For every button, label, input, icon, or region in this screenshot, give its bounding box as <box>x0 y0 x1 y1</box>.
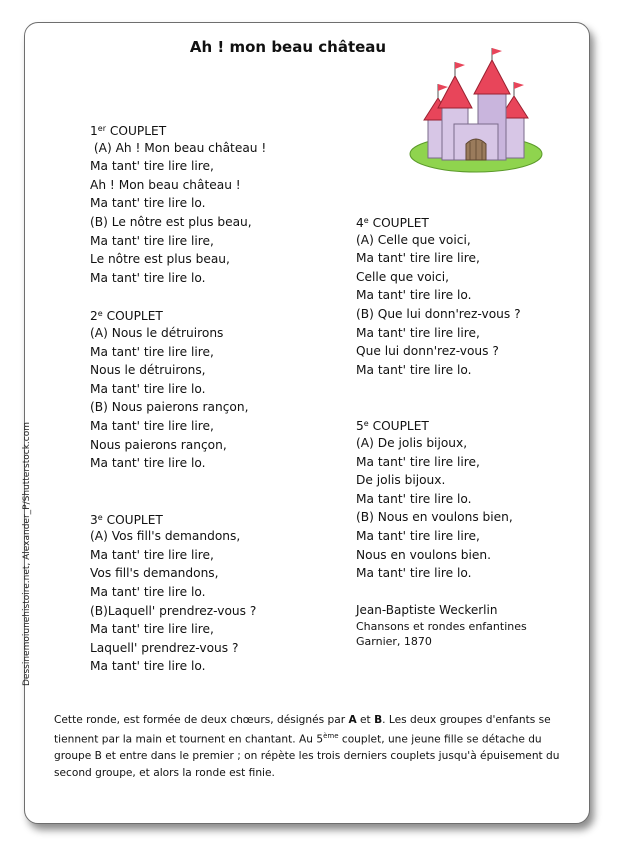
verse-line: Ma tant' tire lire lire, <box>90 622 214 637</box>
verse-line: (A) Nous le détruirons <box>90 325 224 340</box>
footnote-text: . Les deux groupes d'enfants se tiennent par la main et tournent en chantant. Au 5 <box>54 714 551 746</box>
verse-line: Ma tant' tire lire lo. <box>90 456 206 471</box>
footnote-choir-a: A <box>348 714 357 726</box>
credit-book: Chansons et rondes enfantines <box>356 619 527 633</box>
verse-line: Ma tant' tire lire lo. <box>90 659 206 674</box>
verse-line: (A) De jolis bijoux, <box>356 435 468 450</box>
verse-line: Ah ! Mon beau château ! <box>90 177 241 192</box>
verse-line: Ma tant' tire lire lo. <box>90 381 206 396</box>
footnote-text: Cette ronde, est formée de deux chœurs, désignés par <box>54 714 349 726</box>
verse-line: Ma tant' tire lire lire, <box>90 159 214 174</box>
verse-line: Ma tant' tire lire lire, <box>90 418 214 433</box>
verse-line: (B) Le nôtre est plus beau, <box>90 214 252 229</box>
verse-line: Ma tant' tire lire lo. <box>90 585 206 600</box>
verse-line: Nous le détruirons, <box>90 363 206 378</box>
couplet-heading: 4e COUPLET <box>356 216 429 230</box>
verse-line: Nous paierons rançon, <box>90 437 227 452</box>
verse-line: Ma tant' tire lire lo. <box>356 491 472 506</box>
verse-line: Que lui donn'rez-vous ? <box>356 344 499 359</box>
verse-line: Ma tant' tire lire lire, <box>90 344 214 359</box>
verse-line: Ma tant' tire lire lire, <box>356 325 480 340</box>
verse-line: Ma tant' tire lire lo. <box>90 196 206 211</box>
verse-line: Ma tant' tire lire lire, <box>90 233 214 248</box>
verse-line: Ma tant' tire lire lire, <box>356 251 480 266</box>
verse-line: Ma tant' tire lire lo. <box>356 288 472 303</box>
verse-line: Le nôtre est plus beau, <box>90 252 230 267</box>
credit-author: Jean-Baptiste Weckerlin <box>356 602 498 617</box>
verse-line: Laquell' prendrez-vous ? <box>90 640 239 655</box>
footnote-text: couplet, une jeune fille se détache du groupe B et entre dans le premier ; on répète les trois derniers couplets jusqu'à épuisement du second groupe, et alors la ronde est finie. <box>54 733 560 779</box>
verse-line: Nous en voulons bien. <box>356 547 492 562</box>
left-column <box>90 120 266 676</box>
right-column <box>356 212 527 650</box>
verse-line: Vos fill's demandons, <box>90 566 219 581</box>
verse-line: Ma tant' tire lire lire, <box>356 528 480 543</box>
verse-line: (B) Que lui donn'rez-vous ? <box>356 306 521 321</box>
verse-line: Celle que voici, <box>356 269 450 284</box>
couplet-heading: 1er COUPLET <box>90 124 167 138</box>
footnote <box>54 712 560 781</box>
couplet-heading: 5e COUPLET <box>356 419 429 434</box>
verse-line: Ma tant' tire lire lo. <box>356 362 472 377</box>
verse-line: Ma tant' tire lire lire, <box>356 454 480 469</box>
verse-line: (A) Celle que voici, <box>356 232 471 247</box>
verse-line: Ma tant' tire lire lo. <box>90 270 206 285</box>
verse-line: (B) Nous en voulons bien, <box>356 510 513 525</box>
footnote-sup: ème <box>323 732 339 741</box>
verse-line: (B)Laquell' prendrez-vous ? <box>90 603 257 618</box>
couplet-heading: 2e COUPLET <box>90 309 163 324</box>
footnote-choir-b: B <box>374 714 383 726</box>
couplet-heading: 3e COUPLET <box>90 512 163 527</box>
credit-publisher: Garnier, 1870 <box>356 635 432 649</box>
verse-line: (B) Nous paierons rançon, <box>90 400 249 415</box>
verse-line: De jolis bijoux. <box>356 473 446 488</box>
verse-line: (A) Vos fill's demandons, <box>90 529 241 544</box>
verse-line: Ma tant' tire lire lire, <box>90 547 214 562</box>
copyright-text: Dessinemoiunehistoire.net, Alexander_P/Shutterstock.com <box>22 421 32 686</box>
verse-line: (A) Ah ! Mon beau château ! <box>90 140 267 155</box>
footnote-text: et <box>356 714 375 726</box>
page-title: Ah ! mon beau château <box>189 38 387 56</box>
castle-illustration <box>406 46 546 176</box>
verse-line: Ma tant' tire lire lo. <box>356 566 472 581</box>
